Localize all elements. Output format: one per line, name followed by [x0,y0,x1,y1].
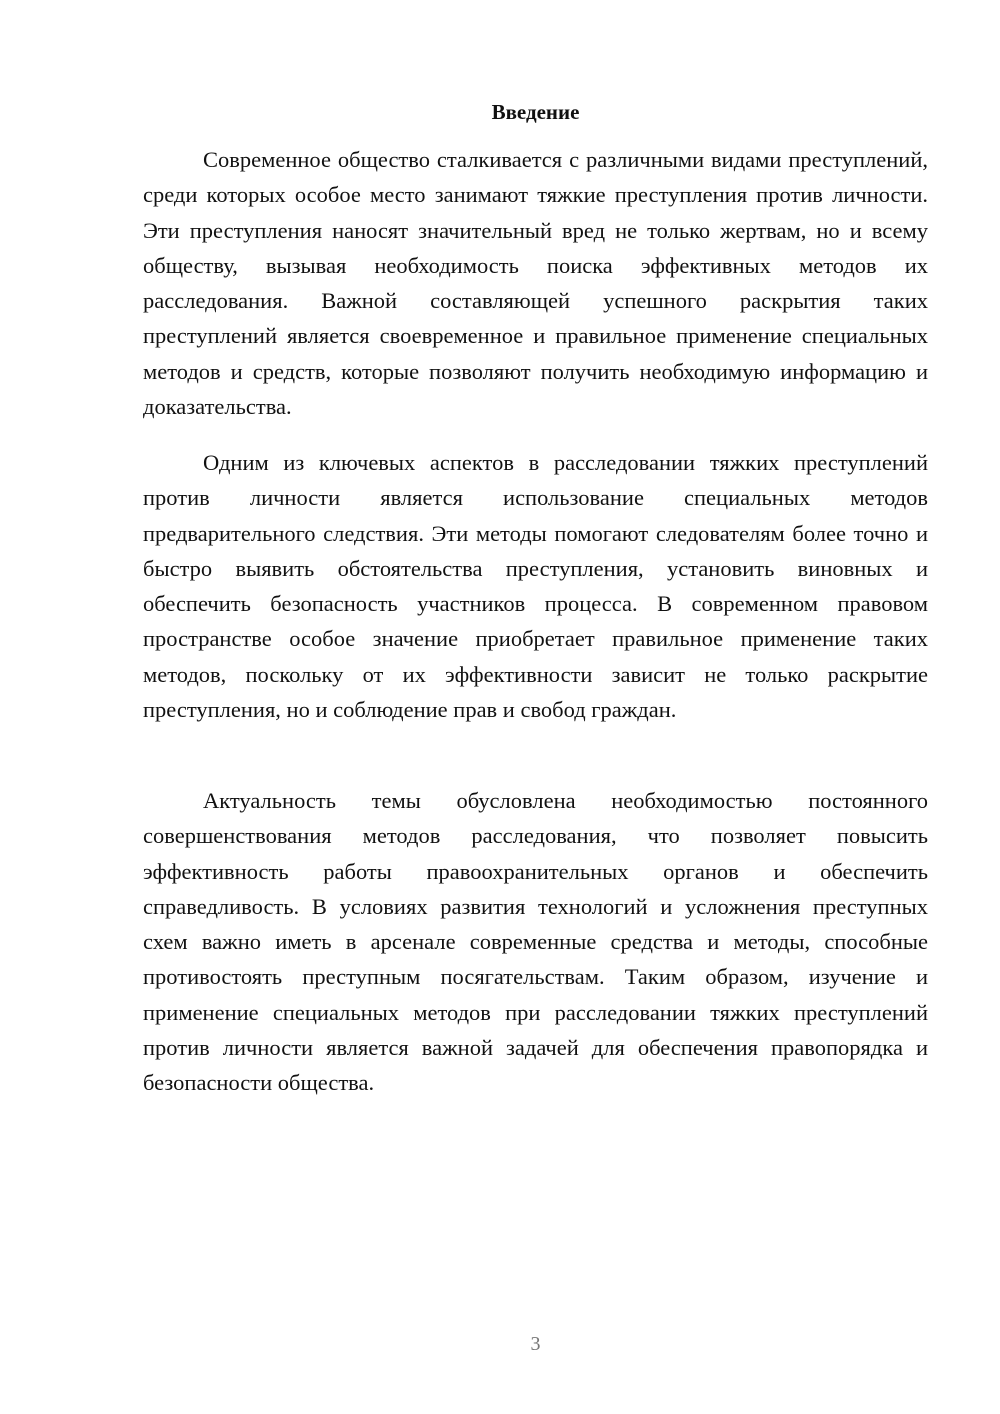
paragraph-2: Одним из ключевых аспектов в расследовании тяжких преступлений против личности является использование специальных методов предварительного следствия. Эти методы помогают следователям более точно и быстро выявить обстоятельства преступления, установить виновных и обеспечить безопасность участников процесса. В современном правовом пространстве особое значение приобретает правильное применение таких методов, поскольку от их эффективности зависит не только раскрытие преступления, но и соблюдение прав и свобод граждан. [143,450,928,723]
paragraph-3: Актуальность темы обусловлена необходимостью постоянного совершенствования методов расследования, что позволяет повысить эффективность работы правоохранительных органов и обеспечить справедливость. В условиях развития технологий и усложнения преступных схем важно иметь в арсенале современные средства и методы, способные противостоять преступным посягательствам. Таким образом, изучение и применение специальных методов при расследовании тяжких преступлений против личности является важной задачей для обеспечения правопорядка и безопасности общества. [143,788,928,1096]
paragraph-1: Современное общество сталкивается с различными видами преступлений, среди которых особое место занимают тяжкие преступления против личности. Эти преступления наносят значительный вред не только жертвам, но и всему обществу, вызывая необходимость поиска эффективных методов их расследования. Важной составляющей успешного раскрытия таких преступлений является своевременное и правильное применение специальных методов и средств, которые позволяют получить необходимую информацию и доказательства. [143,147,928,420]
page-number: 3 [530,1333,541,1355]
section-heading: Введение [491,100,580,124]
